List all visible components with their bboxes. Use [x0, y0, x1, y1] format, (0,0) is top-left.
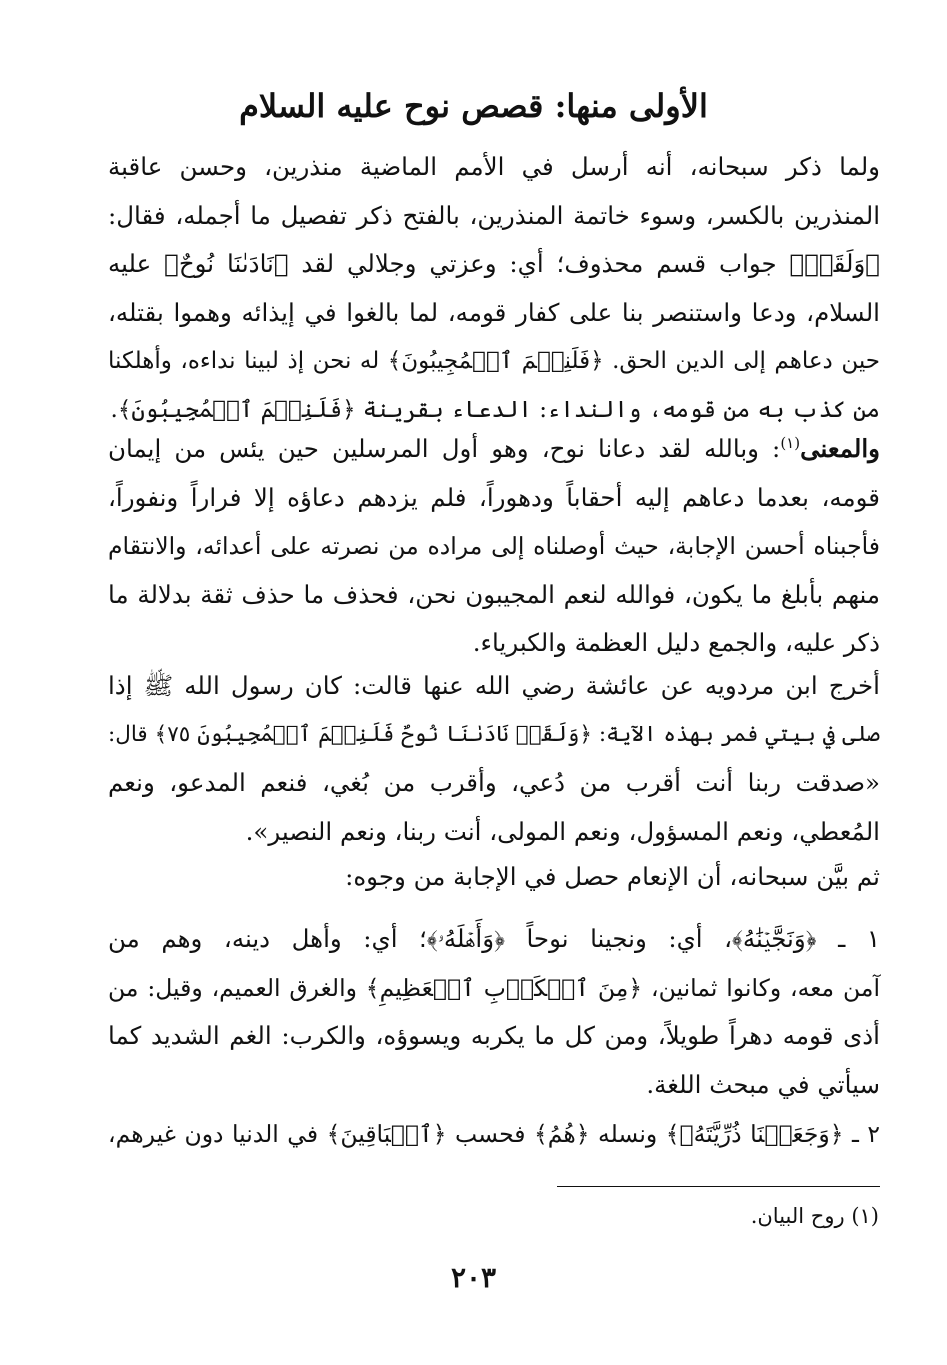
- paragraph-lead: والمعنى: [800, 434, 880, 463]
- text-line: من كذب به من قومه، والنداء: الدعاء بقرينة ﴿فَلَنِعۡمَ ٱلۡمُجِيبُونَ﴾.: [110, 396, 880, 423]
- section-heading: الأولى منها: قصص نوح عليه السلام: [239, 87, 708, 125]
- text-line-content: : وبالله لقد دعانا نوح، وهو أول المرسلين حين يئس من إيمان: [108, 434, 781, 463]
- footnote-number: (١): [851, 1204, 879, 1228]
- text-line: فأجبناه أحسن الإجابة، حيث أوصلناه إلى مراده من نصرته على أعدائه، والانتقام: [108, 532, 880, 560]
- page-number: ٢٠٣: [450, 1261, 497, 1294]
- paragraph-3: [108, 662, 880, 856]
- text-line: [108, 425, 880, 474]
- footnote: [751, 1200, 879, 1232]
- text-line: أخرج ابن مردويه عن عائشة رضي الله عنها قالت: كان رسول الله ﷺ إذا: [108, 671, 880, 700]
- text-line: أذى قومه دهراً طويلاً، ومن كل ما يكربه ويسوؤه، والكرب: الغم الشديد كما: [108, 1021, 880, 1050]
- text-line: حين دعاهم إلى الدين الحق. ﴿فَلَنِعۡمَ ٱلۡمُجِيبُونَ﴾ له نحن إذ لبينا نداءه، وأهلكنا: [108, 348, 880, 374]
- text-line: «صدقت ربنا أنت أقرب من دُعي، وأقرب من بُغي، فنعم المدعو، ونعم: [108, 768, 880, 797]
- text-line: منهم بأبلغ ما يكون، فوالله لنعم المجيبون نحن، فحذف ما حذف ثقة بدلالة ما: [108, 579, 880, 609]
- text-line: ذكر عليه، والجمع دليل العظمة والكبرياء.: [472, 628, 880, 657]
- text-line: آمن معه، وكانوا ثمانين، ﴿مِنَ ٱلۡكَرۡبِ ٱلۡعَظِيمِ﴾ والغرق العميم، وقيل: من: [108, 973, 880, 1002]
- footnote-text: روح البيان.: [750, 1204, 845, 1228]
- text-line: سيأتي في مبحث اللغة.: [646, 1069, 880, 1099]
- text-line: ولما ذكر سبحانه، أنه أرسل في الأمم الماضية منذرين، وحسن عاقبة: [108, 152, 880, 181]
- paragraph-6: [108, 1110, 880, 1159]
- text-line: السلام، ودعا واستنصر بنا على كفار قومه، لما بالغوا في إيذائه وهموا بقتله،: [108, 297, 880, 327]
- text-line: ٢ ـ ﴿وَجَعَلۡنَا ذُرِّيَّتَهُۥ﴾ ونسله ﴿هُمُ﴾ فحسب ﴿ٱلۡبَاقِينَ﴾ في الدنيا دون غيرهم،: [108, 1120, 880, 1148]
- text-line: ﴿وَلَقَدۡ﴾ جواب قسم محذوف؛ أي: وعزتي وجلالي لقد ﴿نَادَىٰنَا نُوحٌ﴾ عليه: [108, 249, 880, 278]
- paragraph-5: [108, 915, 880, 1109]
- text-line: المُعطي، ونعم المسؤول، ونعم المولى، أنت ربنا، ونعم النصير».: [245, 816, 880, 846]
- paragraph-1: [108, 143, 880, 434]
- text-line: قومه، بعدما دعاهم إليه أحقاباً ودهوراً، فلم يزدهم دعاؤه إلا فراراً ونفوراً،: [108, 482, 880, 512]
- text-line: المنذرين بالكسر، وسوء خاتمة المنذرين، بالفتح ذكر تفصيل ما أجمله، فقال:: [108, 200, 880, 230]
- text-line: ثم بيَّن سبحانه، أن الإنعام حصل في الإجابة من وجوه:: [345, 862, 880, 891]
- paragraph-2: [108, 425, 880, 668]
- footnote-separator: [557, 1186, 880, 1187]
- text-line: ١ ـ ﴿وَنَجَّيۡنَٰهُ﴾، أي: ونجينا نوحاً ﴿وَأَهۡلَهُۥ﴾؛ أي: وأهل دينه، وهم من: [108, 924, 880, 953]
- footnote-reference: (١): [780, 433, 801, 452]
- text-line: صلى في بيتي فمر بهذه الآية: ﴿وَلَقَدۡ نَادَىٰنَا نُوحٌ فَلَنِعۡمَ ٱلۡمُجِيبُونَ ٧٥﴾ قال:: [108, 721, 881, 747]
- paragraph-4: [108, 853, 880, 902]
